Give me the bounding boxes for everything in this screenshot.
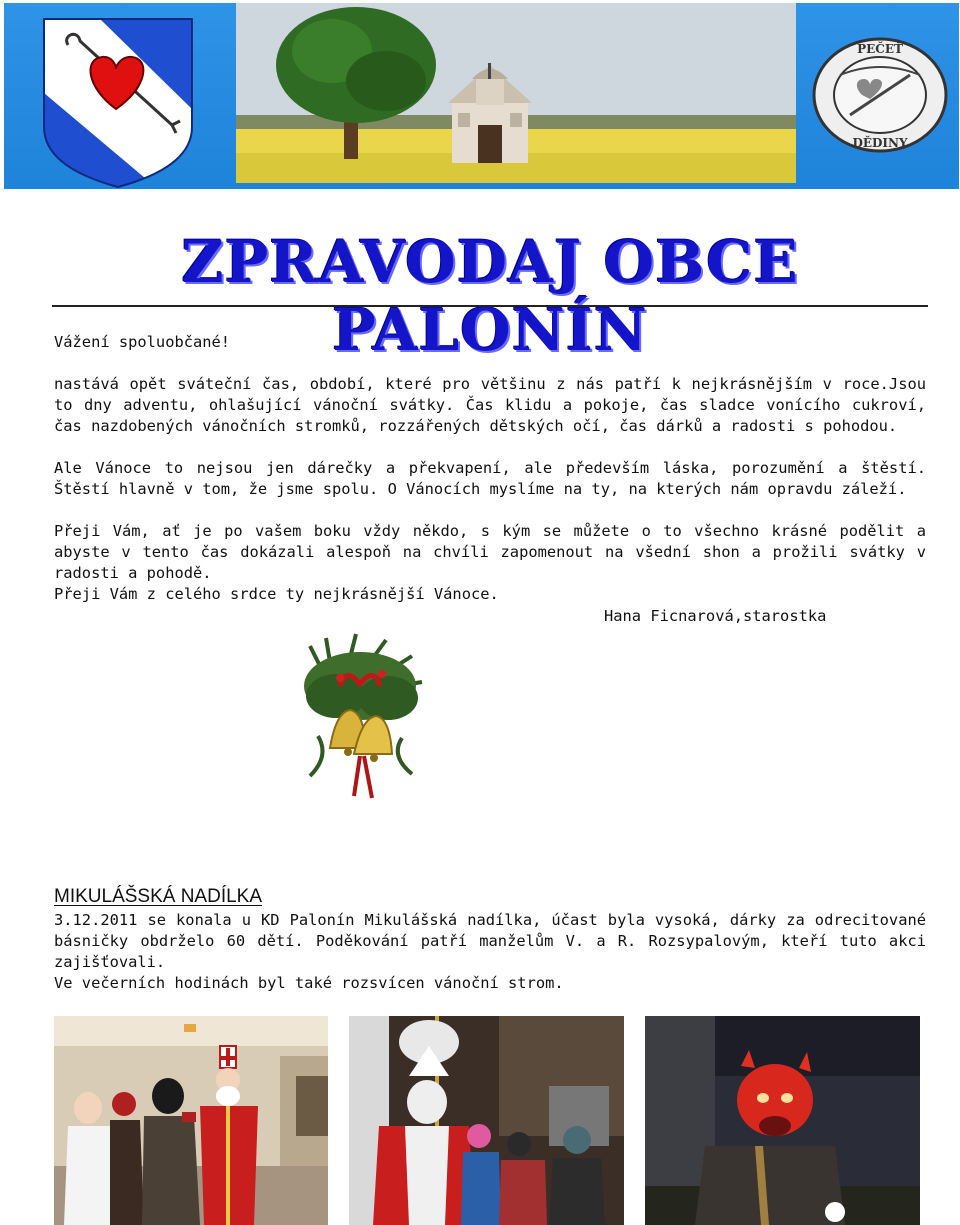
village-chapel-photo [236,3,796,183]
title-divider [52,305,928,307]
svg-text:PEČEŤ: PEČEŤ [857,42,903,56]
village-seal-icon [810,35,950,155]
photo-nikolaus-children [349,1016,624,1225]
header-banner [4,3,959,189]
christmas-bells-icon [290,626,430,806]
coat-of-arms-icon [40,17,196,189]
section-heading-nadilka: MIKULÁŠSKÁ NADÍLKA [54,886,263,907]
letter-paragraph-3: Přeji Vám, ať je po vašem boku vždy někdo, s kým se můžete o to všechno krásné podělit a abyste v tento čas dokázali alespoň na chvíli zapomenout na všední shon a prožili svátky v radosti a pohodě. [54,522,926,582]
letter-paragraph-1: nastává opět sváteční čas, období, které pro většinu z nás patří k nejkrásnějším v roce.Jsou to dny adventu, ohlašující vánoční svátky. Čas klidu a pokoje, čas sladce vonícího cukroví, čas nazdobených vánočních stromků, rozzářených dětských očí, čas dárků a radosti s pohodou. [54,375,926,435]
signature: Hana Ficnarová,starostka [604,607,827,625]
nadilka-paragraph-2: Ve večerních hodinách byl také rozsvícen vánoční strom. [54,974,564,992]
letter-paragraph-4: Přeji Vám z celého srdce ty nejkrásnější Vánoce. [54,585,499,603]
newsletter-title: ZPRAVODAJ OBCE PALONÍN [181,228,799,364]
photo-nikolaus-angel-devil [54,1016,328,1225]
nadilka-paragraph-1: 3.12.2011 se konala u KD Palonín Mikulášská nadílka, účast byla vysoká, dárky za odrecitované básničky obdrželo 60 dětí. Poděkování patří manželům V. a R. Rozsypalovým, kteří tuto akci zajišťovali. [54,911,926,971]
greeting: Vážení spoluobčané! [54,333,231,351]
svg-text:DĚDINY: DĚDINY [852,136,908,150]
photo-devil-at-night [645,1016,920,1225]
letter-paragraph-2: Ale Vánoce to nejsou jen dárečky a překvapení, ale především láska, porozumění a štěstí. Štěstí hlavně v tom, že jsme spolu. O Vánocích myslíme na ty, na kterých nám opravdu záleží. [54,459,926,498]
